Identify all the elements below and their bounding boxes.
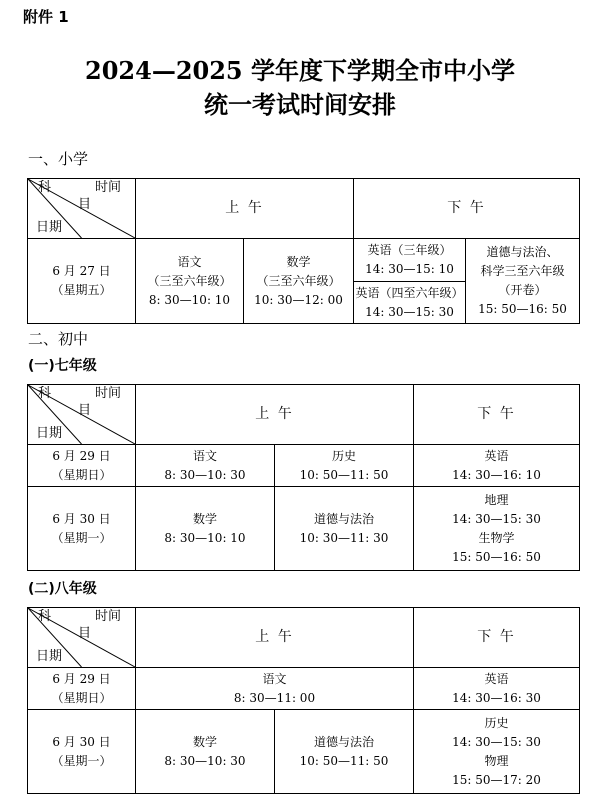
subject: 英语（四至六年级） (355, 285, 464, 300)
time: 14: 30—16: 30 (452, 690, 541, 705)
grade8-table (27, 607, 580, 794)
weekday: （星期一） (51, 753, 112, 768)
exam-cell (414, 487, 580, 571)
exam-cell (354, 239, 466, 282)
subject: 道德与法治、 (486, 245, 559, 259)
time: 8: 30—11: 00 (233, 690, 316, 705)
date: 6 月 30 日 (52, 734, 111, 749)
primary-heading: 一、小学 (28, 150, 89, 168)
time: 14: 30—15: 30 (452, 511, 541, 526)
exam-cell (414, 710, 580, 794)
time: 15: 50—16: 50 (452, 549, 541, 564)
am-header: 上 午 (136, 608, 414, 668)
time: 10: 30—11: 30 (299, 530, 389, 545)
junior-heading: 二、初中 (28, 330, 89, 348)
exam-cell (275, 487, 414, 571)
weekday: （星期日） (51, 690, 112, 705)
exam-cell (244, 239, 354, 324)
date-cell (28, 239, 136, 324)
primary-table (27, 178, 580, 324)
pm-header: 下 午 (354, 179, 580, 239)
subject: 英语 (484, 448, 509, 463)
subject: 数学 (286, 254, 311, 269)
am-header: 上 午 (136, 385, 414, 445)
header-mu: 目 (78, 626, 92, 641)
weekday: （星期五） (51, 283, 112, 297)
subject: 语文 (177, 254, 202, 269)
exam-cell (414, 445, 580, 487)
subject: 英语 (484, 671, 509, 686)
grade7-heading: (一)七年级 (28, 358, 97, 374)
time: 8: 30—10: 10 (148, 292, 231, 307)
subject: 物理 (484, 753, 509, 768)
note: （开卷） (498, 283, 547, 297)
exam-cell (414, 668, 580, 710)
header-time: 时间 (94, 609, 121, 624)
header-mu: 目 (78, 197, 92, 212)
title-line-2: 统一考试时间安排 (204, 90, 396, 119)
weekday: （星期一） (51, 530, 112, 545)
title-line-1: 2024—2025 学年度下学期全市中小学 (85, 56, 515, 85)
time: 10: 50—11: 50 (299, 753, 389, 768)
header-time: 时间 (94, 180, 121, 195)
time: 10: 50—11: 50 (299, 467, 389, 482)
exam-cell (136, 487, 275, 571)
date: 6 月 29 日 (52, 671, 111, 686)
grade7-table (27, 384, 580, 571)
subject: 数学 (192, 511, 217, 526)
time: 15: 50—17: 20 (452, 772, 541, 787)
header-date: 日期 (36, 220, 63, 235)
subject: 历史 (484, 715, 509, 730)
diagonal-header (28, 385, 136, 445)
grade8-heading: (二)八年级 (28, 581, 97, 597)
diagonal-header (28, 179, 136, 239)
subject: 历史 (332, 448, 357, 463)
diagonal-header (28, 608, 136, 668)
time: 15: 50—16: 50 (478, 302, 567, 316)
header-date: 日期 (36, 426, 63, 441)
subject: 英语（三年级） (367, 243, 452, 257)
date-cell (28, 710, 136, 794)
pm-header: 下 午 (414, 385, 580, 445)
grades: （三至六年级） (256, 273, 341, 288)
exam-cell (466, 239, 580, 324)
header-mu: 目 (78, 403, 92, 418)
subject: 生物学 (478, 530, 515, 545)
subject: 道德与法治 (314, 734, 375, 749)
header-ke: 科 (38, 609, 52, 624)
time: 10: 30—12: 00 (254, 292, 343, 307)
header-ke: 科 (38, 180, 52, 195)
subject: 道德与法治 (314, 511, 375, 526)
weekday: （星期日） (51, 467, 112, 482)
time: 8: 30—10: 30 (164, 467, 246, 482)
date: 6 月 27 日 (52, 264, 111, 278)
time: 8: 30—10: 30 (164, 753, 246, 768)
date-cell (28, 487, 136, 571)
am-header: 上 午 (136, 179, 354, 239)
time: 14: 30—15: 30 (452, 734, 541, 749)
time: 8: 30—10: 10 (164, 530, 246, 545)
time: 14: 30—15: 10 (365, 262, 454, 276)
time: 14: 30—16: 10 (452, 467, 541, 482)
date: 6 月 30 日 (52, 511, 111, 526)
header-time: 时间 (94, 386, 121, 401)
date-cell (28, 668, 136, 710)
header-date: 日期 (36, 649, 63, 664)
exam-cell (275, 445, 414, 487)
grades: （三至六年级） (147, 273, 232, 288)
subject: 语文 (192, 448, 217, 463)
subject: 语文 (262, 671, 287, 686)
exam-cell (275, 710, 414, 794)
date-cell (28, 445, 136, 487)
subject: 数学 (192, 734, 217, 749)
exam-cell (136, 710, 275, 794)
header-ke: 科 (38, 386, 52, 401)
pm-header: 下 午 (414, 608, 580, 668)
subject: 科学三至六年级 (480, 264, 565, 278)
exam-cell (136, 239, 244, 324)
exam-cell (136, 445, 275, 487)
exam-cell (354, 282, 466, 324)
annex-label: 附件 1 (23, 8, 69, 26)
exam-cell (136, 668, 414, 710)
date: 6 月 29 日 (52, 448, 111, 463)
time: 14: 30—15: 30 (365, 304, 454, 319)
subject: 地理 (484, 492, 509, 507)
